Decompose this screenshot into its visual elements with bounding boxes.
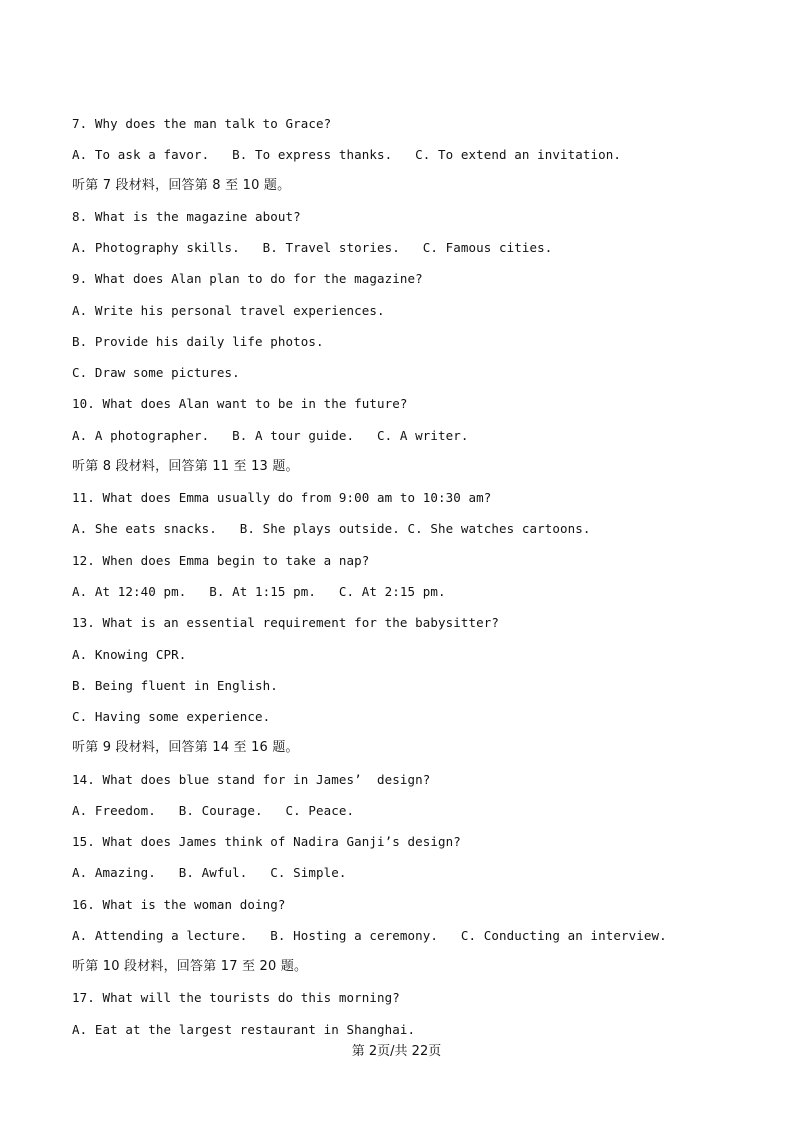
question-15: 15. What does James think of Nadira Ganji’s design? (72, 834, 461, 849)
page-footer: 第 2页/共 22页 (351, 1044, 442, 1059)
question-10: 10. What does Alan want to be in the future? (72, 396, 408, 411)
question-15-options: A. Amazing. B. Awful. C. Simple. (72, 865, 347, 880)
question-12-options: A. At 12:40 pm. B. At 1:15 pm. C. At 2:15 pm. (72, 584, 446, 599)
section-heading-8: 听第 8 段材料，回答第 11 至 13 题。 (72, 459, 299, 474)
question-16: 16. What is the woman doing? (72, 897, 286, 912)
question-12: 12. When does Emma begin to take a nap? (72, 553, 370, 568)
question-8: 8. What is the magazine about? (72, 209, 301, 224)
question-16-options: A. Attending a lecture. B. Hosting a ceremony. C. Conducting an interview. (72, 928, 667, 943)
question-9-option-a: A. Write his personal travel experiences. (72, 303, 385, 318)
section-heading-10: 听第 10 段材料，回答第 17 至 20 题。 (72, 959, 308, 974)
question-17: 17. What will the tourists do this morning? (72, 990, 400, 1005)
question-10-options: A. A photographer. B. A tour guide. C. A writer. (72, 428, 469, 443)
question-13-option-a: A. Knowing CPR. (72, 647, 187, 662)
question-9-option-c: C. Draw some pictures. (72, 365, 240, 380)
question-13: 13. What is an essential requirement for the babysitter? (72, 615, 500, 630)
question-7-options: A. To ask a favor. B. To express thanks. C. To extend an invitation. (72, 147, 622, 162)
question-13-option-c: C. Having some experience. (72, 709, 271, 724)
section-heading-7: 听第 7 段材料，回答第 8 至 10 题。 (72, 178, 291, 193)
section-heading-9: 听第 9 段材料，回答第 14 至 16 题。 (72, 740, 299, 755)
question-14-options: A. Freedom. B. Courage. C. Peace. (72, 803, 355, 818)
question-14: 14. What does blue stand for in James’ design? (72, 772, 431, 787)
question-9-option-b: B. Provide his daily life photos. (72, 334, 324, 349)
question-11: 11. What does Emma usually do from 9:00 am to 10:30 am? (72, 490, 492, 505)
question-11-options: A. She eats snacks. B. She plays outside. C. She watches cartoons. (72, 521, 591, 536)
question-9: 9. What does Alan plan to do for the magazine? (72, 271, 423, 286)
question-17-option-a: A. Eat at the largest restaurant in Shanghai. (72, 1022, 416, 1037)
question-13-option-b: B. Being fluent in English. (72, 678, 278, 693)
question-8-options: A. Photography skills. B. Travel stories. C. Famous cities. (72, 240, 553, 255)
question-7: 7. Why does the man talk to Grace? (72, 116, 332, 131)
